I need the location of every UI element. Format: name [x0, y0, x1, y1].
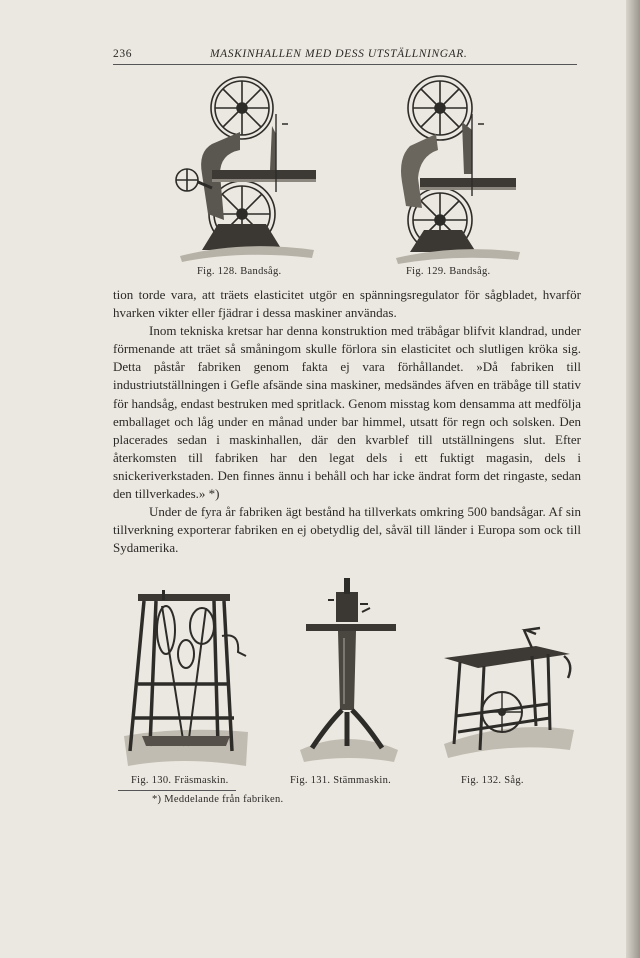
figure-132-saw	[440, 626, 576, 762]
figure-130-caption: Fig. 130. Fräsmaskin.	[131, 775, 229, 786]
paragraph-2: Inom tekniska kretsar har denna konstruktion med träbågar blifvit klandrad, under förmenande att träet så småningom skulle förlora sin elasticitet och slutligen kröka sig. Detta påstår fabriken genom fakta ej vara förhållandet. »Då fabriken till industriutställningen i Gefle afsände sina maskiner, medsändes äfven en träbåge till stativ för handsåg, endast bestruken med spritlack. Genom misstag kom densamma att medfölja emballaget och låg under en månad under bar himmel, utsatt för regn och solsken. Den placerades sedan i maskinhallen, där den kvarblef till utställningens slut. Efter återkomsten till fabriken har den legat dels i ett fuktigt magasin, dels i snickeriverkstaden. Den finnes ännu i behåll och har icke ändrat form det ringaste, sedan den tillverkades.» *)	[113, 323, 581, 502]
page-edge-shadow	[626, 0, 640, 958]
figure-130-milling-machine	[122, 586, 250, 768]
page-header	[113, 44, 577, 64]
body-text	[113, 286, 581, 557]
paragraph-3: Under de fyra år fabriken ägt bestånd ha tillverkats omkring 500 bandsågar. Af sin tillverkning exporterar fabriken en ej obetydlig del, såväl till länder i Europa som ock till Sydamerika.	[113, 504, 581, 556]
figure-131-mortising-machine	[298, 578, 400, 764]
figure-128-band-saw	[172, 74, 320, 264]
page-number: 236	[113, 48, 133, 60]
figure-128-caption: Fig. 128. Bandsåg.	[197, 266, 282, 277]
footnote-rule	[118, 790, 236, 791]
figure-131-caption: Fig. 131. Stämmaskin.	[290, 775, 392, 786]
running-title: MASKINHALLEN MED DESS UTSTÄLLNINGAR.	[210, 48, 468, 60]
header-rule	[113, 64, 577, 65]
figure-129-band-saw	[396, 74, 522, 264]
footnote: *) Meddelande från fabriken.	[152, 794, 284, 805]
figure-129-caption: Fig. 129. Bandsåg.	[406, 266, 491, 277]
figure-132-caption: Fig. 132. Såg.	[461, 775, 524, 786]
paragraph-1: tion torde vara, att träets elasticitet utgör en spänningsregulator för sågbladet, hvarför hvarken vikter eller fjädrar i dessa maskiner användas.	[113, 287, 581, 321]
